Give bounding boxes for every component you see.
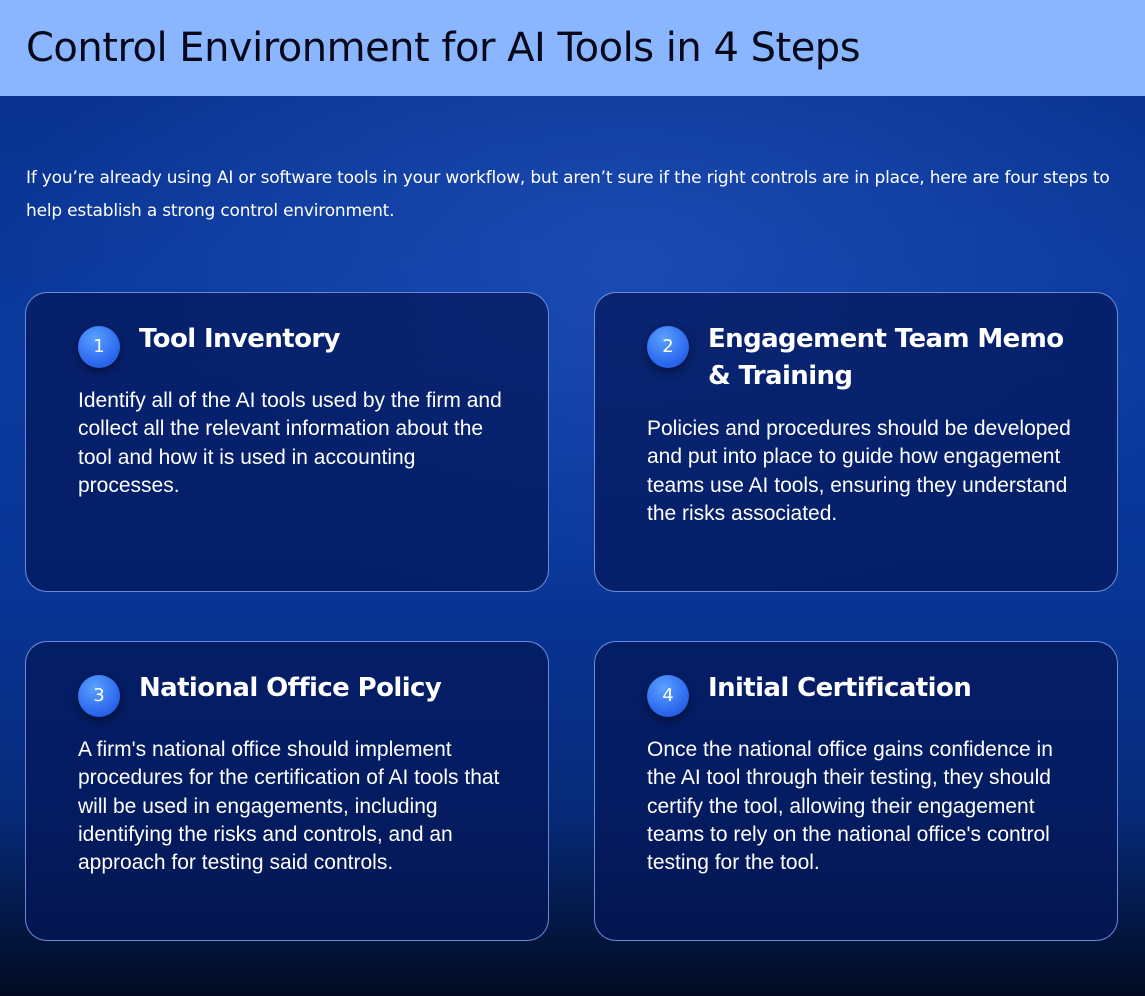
main-content xyxy=(0,96,1145,996)
page-title: Control Environment for AI Tools in 4 Steps xyxy=(26,25,861,71)
header-banner xyxy=(0,0,1145,96)
step-description: Policies and procedures should be developed and put into place to guide how engagement teams use AI tools, ensuring they understand the risks associated. xyxy=(647,417,1071,525)
step-number-badge: 3 xyxy=(78,675,120,717)
step-number-badge: 1 xyxy=(78,326,120,368)
step-title: National Office Policy xyxy=(139,673,442,703)
step-title: Initial Certification xyxy=(708,673,972,703)
step-title: Tool Inventory xyxy=(139,324,340,354)
step-title: Engagement Team Memo & Training xyxy=(708,324,1064,391)
step-card-2 xyxy=(594,292,1118,592)
step-number-badge: 4 xyxy=(647,675,689,717)
step-description: Once the national office gains confidence in the AI tool through their testing, they should certify the tool, allowing their engagement teams to rely on the national office's control testing for the tool. xyxy=(647,738,1053,875)
intro-text: If you’re already using AI or software tools in your workflow, but aren’t sure if the right controls are in place, here are four steps to help establish a strong control environment. xyxy=(26,168,1110,221)
step-card-4 xyxy=(594,641,1118,941)
step-description: A firm's national office should implement procedures for the certification of AI tools that will be used in engagements, including identifying the risks and controls, and an approach for testing said controls. xyxy=(78,738,500,875)
step-description: Identify all of the AI tools used by the firm and collect all the relevant information about the tool and how it is used in accounting processes. xyxy=(78,389,502,497)
step-card-1 xyxy=(25,292,549,592)
step-card-3 xyxy=(25,641,549,941)
step-number-badge: 2 xyxy=(647,326,689,368)
